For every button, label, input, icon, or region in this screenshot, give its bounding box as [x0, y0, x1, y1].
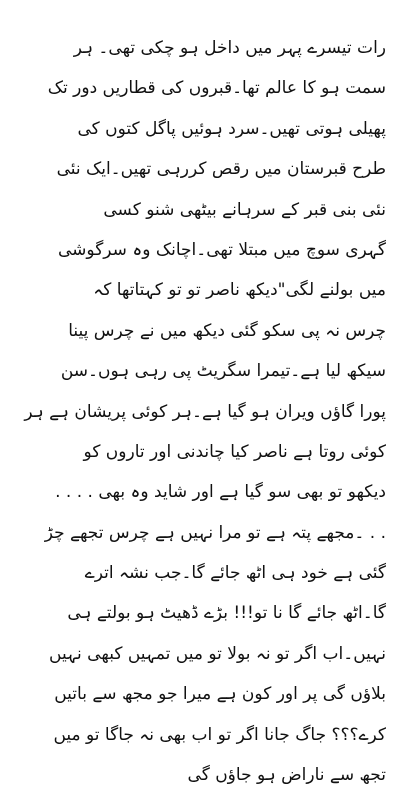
text-line: گہری سوچ میں مبتلا تھی۔اچانک وہ سرگوشی: [58, 239, 386, 260]
urdu-text-body: [14, 28, 386, 795]
text-line: گا۔اٹھ جائے گا نا تو!!! بڑے ڈھیٹ ہو بولتے ہی: [67, 603, 386, 624]
text-line: سمت ہو کا عالم تھا۔قبروں کی قطاریں دور تک: [47, 78, 386, 99]
text-line: بلاؤں گی پر اور کون ہے میرا جو مجھ سے باتیں: [54, 684, 386, 705]
text-line: پورا گاؤں ویران ہو گیا ہے۔ہر کوئی پریشان ہے ہر: [24, 401, 386, 422]
text-line: رات تیسرے پہر میں داخل ہو چکی تھی۔ ہر: [73, 38, 386, 58]
text-line: چرس نہ پی سکو گئی دیکھ میں نے چرس پینا: [68, 320, 386, 341]
text-line: پھیلی ہوتی تھیں۔سرد ہوئیں پاگل کتوں کی: [77, 118, 386, 139]
text-line: نئی بنی قبر کے سرہانے بیٹھی شنو کسی: [103, 199, 386, 220]
text-line: تجھ سے ناراض ہو جاؤں گی: [187, 765, 386, 786]
text-line: نہیں۔اب اگر تو نہ بولا تو میں تمہیں کبھی نہیں: [49, 643, 386, 664]
text-line: سیکھ لیا ہے۔تیمرا سگریٹ پی رہی ہوں۔سن: [60, 361, 386, 382]
text-line: کوئی روتا ہے ناصر کیا چاندنی اور تاروں کو: [83, 441, 386, 462]
text-line: گئی ہے خود ہی اٹھ جائے گا۔جب نشہ اترے: [84, 563, 386, 584]
text-line: طرح قبرستان میں رقص کررہی تھیں۔ایک نئی: [56, 159, 386, 180]
text-line: . . ۔مجھے پتہ ہے تو مرا نہیں ہے چرس تجھے چڑ: [44, 522, 386, 543]
text-line: دیکھو تو بھی سو گیا ہے اور شاید وہ بھی . . . .: [55, 482, 386, 503]
text-line: کرے؟؟؟ جاگ جانا اگر تو اب بھی نہ جاگا تو میں: [53, 724, 386, 745]
text-line: میں بولنے لگی"دیکھ ناصر تو تو کہتاتھا کہ: [93, 280, 386, 301]
